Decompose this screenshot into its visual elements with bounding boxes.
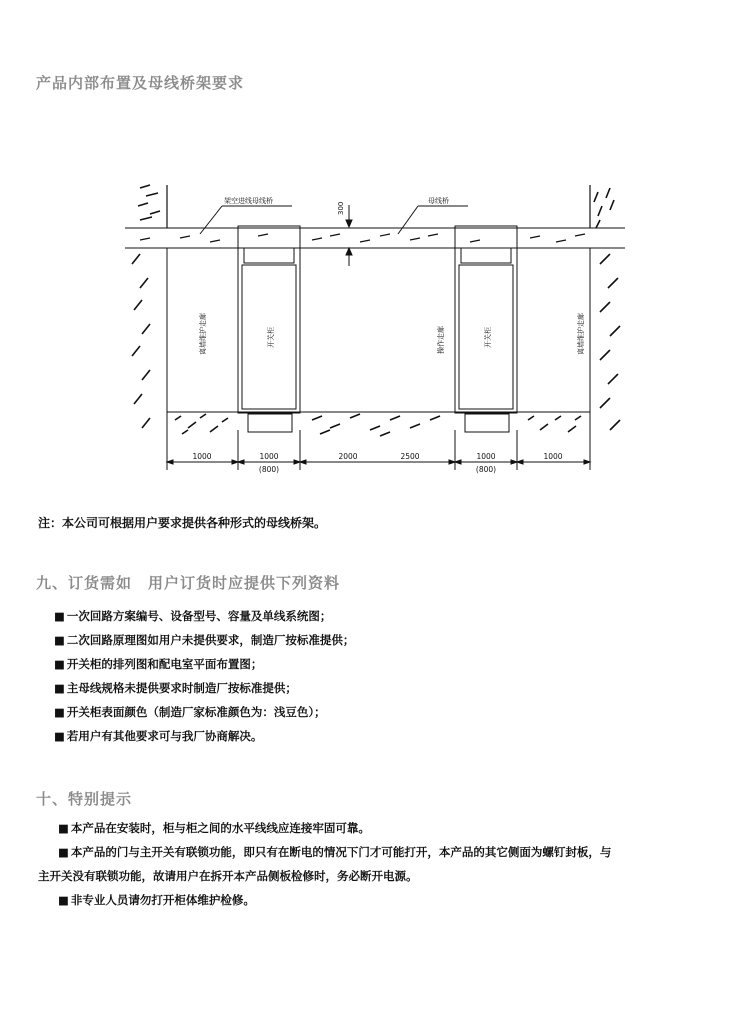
- dim-sub-label: (800): [475, 465, 497, 474]
- overhead-bridge-label: 架空进线母线桥: [224, 197, 273, 205]
- section9-heading: 九、订货需如 用户订货时应提供下列资料: [36, 574, 341, 592]
- notice-paragraph: ■ 本产品的门与主开关有联锁功能，即只有在断电的情况下门才可能打开，本产品的其它侧面为螺钉封板，与: [38, 840, 718, 864]
- notice-paragraph: ■ 本产品在安装时，柜与柜之间的水平线线应连接牢固可靠。: [38, 816, 718, 840]
- dim-label: 2500: [400, 452, 420, 461]
- note-text: 注：本公司可根据用户要求提供各种形式的母线桥架。: [38, 516, 327, 530]
- notice-paragraph-continued: 主开关没有联锁功能，故请用户在拆开本产品侧板检修时，务必断开电源。: [38, 869, 418, 883]
- page-title: 产品内部布置及母线桥架要求: [36, 74, 245, 92]
- dim-sub-label: (800): [258, 465, 280, 474]
- list-item: ■ 主母线规格未提供要求时制造厂按标准提供；: [54, 676, 354, 700]
- cabinet-right-label: 开关柜: [484, 327, 492, 348]
- busbar-bridge-label: 母线桥: [428, 197, 449, 205]
- section10-heading: 十、特别提示: [36, 790, 133, 808]
- list-item: ■ 开关柜的排列图和配电室平面布置图；: [54, 652, 354, 676]
- corridor-left-label: 离墙维护走廊: [199, 313, 207, 355]
- dim-label: 1000: [543, 452, 563, 461]
- corridor-right-label: 离墙维护走廊: [577, 313, 585, 355]
- cabinet-left-label: 开关柜: [267, 327, 275, 348]
- operation-corridor-label: 操作走廊: [437, 326, 445, 354]
- dim-label: 1000: [476, 452, 496, 461]
- dim-label: 1000: [192, 452, 212, 461]
- list-item: ■ 若用户有其他要求可与我厂协商解决。: [54, 724, 354, 748]
- dim-label: 1000: [259, 452, 279, 461]
- dim-label: 2000: [338, 452, 358, 461]
- list-item: ■ 二次回路原理图如用户未提供要求，制造厂按标准提供；: [54, 628, 354, 652]
- list-item: ■ 开关柜表面颜色（制造厂家标准颜色为：浅豆色）；: [54, 700, 354, 724]
- special-notice: [38, 816, 718, 912]
- layout-diagram: [0, 0, 750, 500]
- list-item: ■ 一次回路方案编号、设备型号、容量及单线系统图；: [54, 604, 354, 628]
- dim-300-label: 300: [337, 201, 345, 215]
- order-requirements-list: [54, 604, 354, 748]
- notice-paragraph: ■ 非专业人员请勿打开柜体维护检修。: [38, 888, 718, 912]
